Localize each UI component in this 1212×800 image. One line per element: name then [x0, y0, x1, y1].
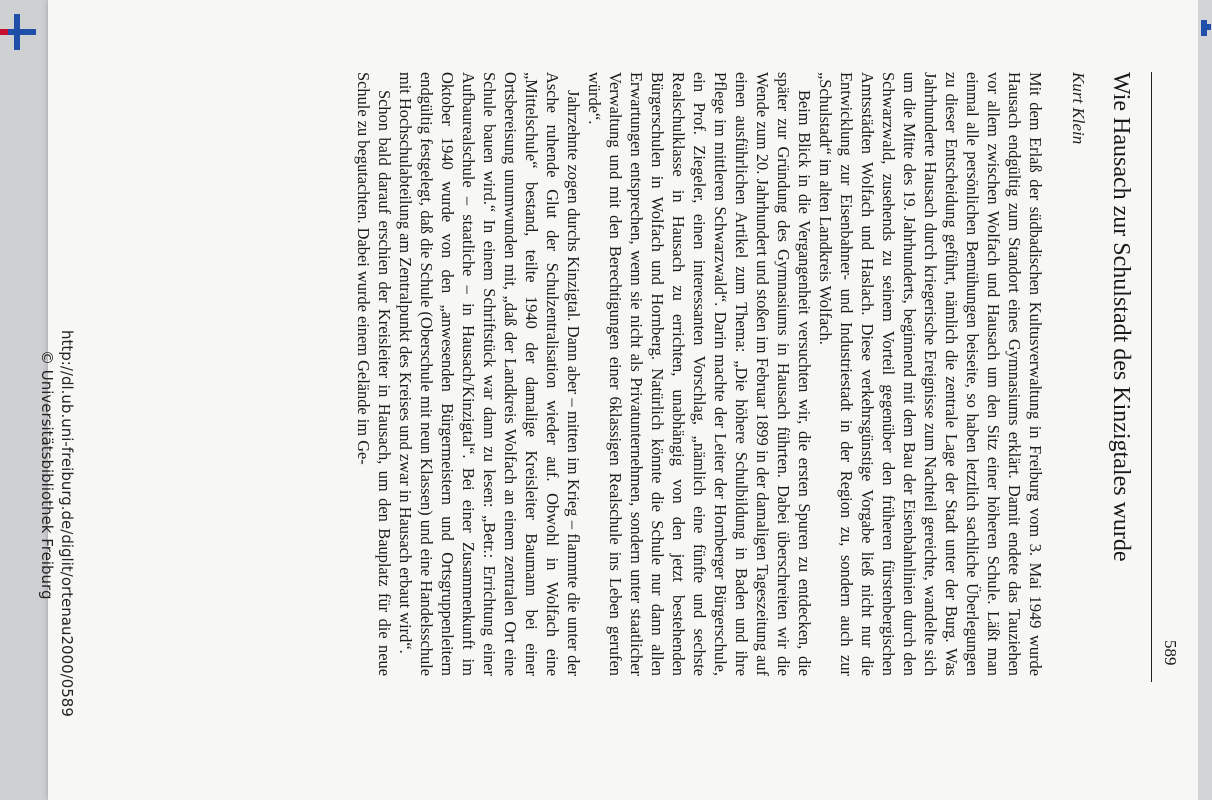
copyright-notice: © Universitätsbibliothek Freiburg — [38, 350, 56, 600]
paragraph-4: Schon bald darauf erschien der Kreisleiter in Hausach, um den Bauplatz für die neue Schule zu begutachten. Dabei wurde einem Gelände im Ge- — [354, 72, 394, 676]
article-body — [353, 72, 1046, 676]
rotated-page-content — [38, 0, 1198, 800]
university-library-logo-icon — [0, 14, 36, 50]
header-rule — [1151, 72, 1152, 682]
source-url[interactable]: http://dl.ub.uni-freiburg.de/diglit/ortenau2000/0589 — [58, 330, 76, 717]
viewer-right-margin — [1198, 0, 1212, 800]
article-title: Wie Hausach zur Schulstadt des Kinzigtales wurde — [1108, 72, 1134, 562]
paragraph-3: Jahrzehnte zogen durchs Kinzigtal. Dann aber – mitten im Krieg – flammte die unter der Asche ruhende Glut der Schulzentralisation wieder auf. Obwohl in Wolfach eine „Mittelschule“ bestand, teilte 1940 der damalige Kreisleiter Baumann bei einer Ortsbereisung unumwunden mit, „daß der Landkreis Wolfach an einem zentralen Ort eine Schule bauen wird.“ In einem Schriftstück war dann zu lesen: „Betr.: Errichtung einer Aufbaurealschule – staatliche – in Hausach/Kinzigtal“. Bei einer Zusammenkunft im Oktober 1940 wurde von den „anwesenden Bürgermeistern und Ortsgruppenleitern endgültig festgelegt, daß die Schule (Oberschule mit neun Klassen) und eine Handelsschule mit Hochschulabteilung am Zentralpunkt des Kreises und zwar in Hausach erbaut wird“. — [396, 72, 583, 676]
article-author: Kurt Klein — [1069, 72, 1088, 145]
page-number: 589 — [1161, 640, 1180, 666]
right-edge-marker-bar-icon — [1203, 24, 1211, 30]
paragraph-1: Mit dem Erlaß der südbadischen Kultusverwaltung in Freiburg vom 3. Mai 1949 wurde Hausach endgültig zum Standort eines Gymnasiums erklärt. Damit endete das Tauziehen vor allem zwischen Wolfach und Hausach um den Sitz einer höheren Schule. Läßt man einmal alle persönlichen Bemühungen beiseite, so haben letztlich sachliche Überlegungen zu dieser Entscheidung geführt, nämlich die zentrale Lage der Stadt unter der Burg. Was Jahrhunderte Hausach durch kriegerische Ereignisse zum Nachteil gereichte, wandelte sich um die Mitte des 19. Jahrhunderts, beginnend mit dem Bau der Eisenbahnlinien durch den Schwarzwald, zusehends zu seinem Vorteil gegenüber den früheren fürstenbergischen Amtsstädten Wolfach und Haslach. Diese verkehrsgünstige Vorgabe ließ nicht nur die Entwicklung zur Eisenbahner- und Industriestadt in der Region zu, sondern auch zur „Schulstadt“ im alten Landkreis Wolfach. — [816, 72, 1045, 676]
paragraph-2: Beim Blick in die Vergangenheit versuchten wir, die ersten Spuren zu entdecken, die später zur Gründung des Gymnasiums in Hausach führten. Dabei überschreiten wir die Wende zum 20. Jahrhundert und stoßen im Februar 1899 in der damaligen Tageszeitung auf einen ausführlichen Artikel zum Thema: „Die höhere Schulbildung in Baden und ihre Pflege im mittleren Schwarzwald“. Darin machte der Leiter der Hornberger Bürgerschule, ein Prof. Ziegeler, einen interessanten Vorschlag, „nämlich eine fünfte und sechste Realschulklasse in Hausach zu errichten, unabhängig von den jetzt bestehenden Bürgerschulen in Wolfach und Hornberg. Natürlich könnte die Schule nur dann allen Erwartungen entsprechen, wenn sie nicht als Privatunternehmen, sondern unter staatlicher Verwaltung und mit den Berechtigungen einer 6klassigen Realschule ins Leben gerufen würde“. — [585, 72, 814, 676]
document-page — [38, 0, 1198, 800]
